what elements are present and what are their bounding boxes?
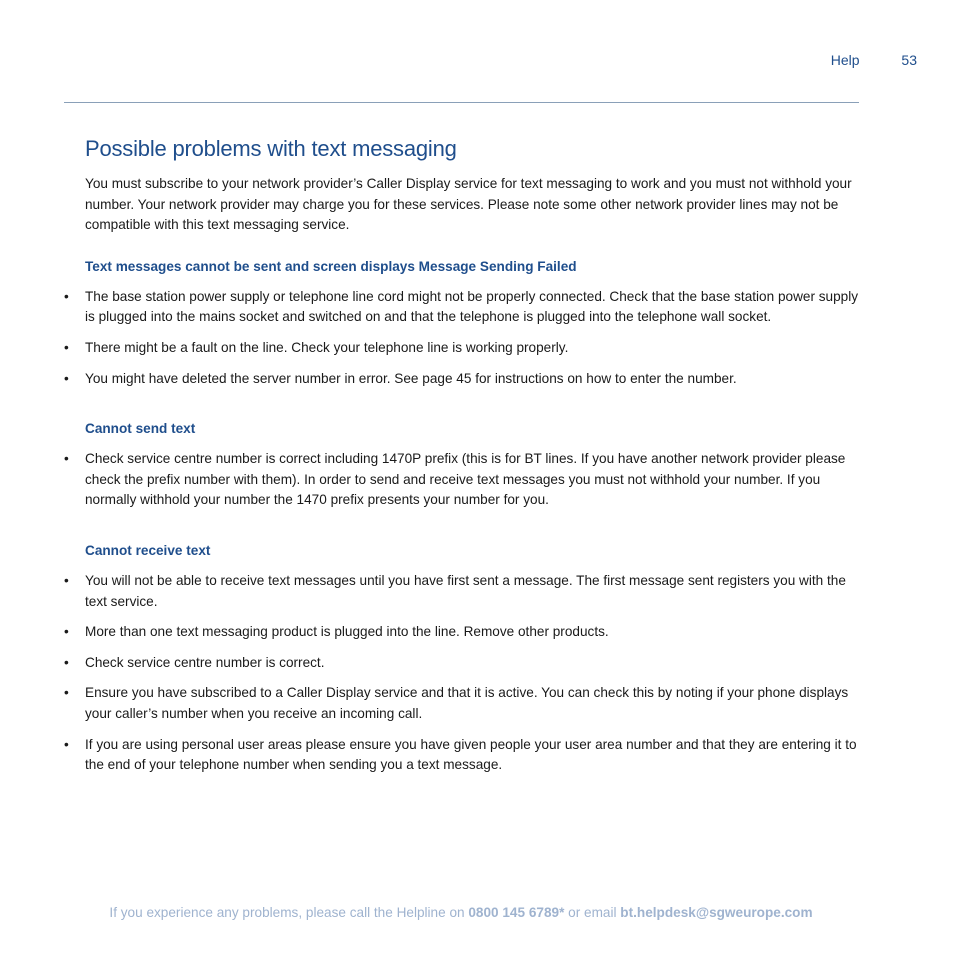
list-item-text: Ensure you have subscribed to a Caller Display service and that it is active. You can check this by noting if your phone displays your caller’s number when you receive an incoming call. — [85, 685, 849, 721]
helpline-phone-number: 0800 145 6789* — [468, 905, 565, 920]
list-item-text: More than one text messaging product is plugged into the line. Remove other products. — [85, 624, 609, 640]
list-item-text: Check service centre number is correct. — [85, 654, 325, 670]
bullet-marker: • — [64, 288, 69, 304]
helpline-footer — [0, 905, 922, 920]
page-content — [64, 136, 860, 786]
list-item-text: You will not be able to receive text messages until you have first sent a message. The first message sent registers you with the text service. — [85, 572, 846, 609]
list-item-text: If you are using personal user areas please ensure you have given people your user area number and that they are entering it to the end of your telephone number when sending you a text message. — [85, 736, 857, 773]
list-item — [64, 683, 860, 724]
list-item — [64, 735, 860, 776]
bullet-list-sending-failed — [64, 287, 860, 389]
list-item — [64, 369, 860, 390]
intro-paragraph: You must subscribe to your network provider’s Caller Display service for text messaging to work and you must not withhold your number. Your network provider may charge you for these services. Please note some other network provider lines may not be compatible with this text messaging service. — [85, 176, 852, 233]
bullet-marker: • — [64, 572, 69, 588]
list-item-text: You might have deleted the server number in error. See page 45 for instructions on how to enter the number. — [85, 370, 737, 386]
running-header — [831, 52, 917, 68]
bullet-marker: • — [64, 624, 69, 640]
list-item — [64, 287, 860, 328]
helpdesk-email: bt.helpdesk@sgweurope.com — [620, 905, 813, 920]
bullet-list-cannot-receive — [64, 571, 860, 776]
bullet-marker: • — [64, 451, 69, 467]
list-item — [64, 338, 860, 359]
section-heading-cannot-send: Cannot send text — [85, 421, 196, 437]
list-item — [64, 653, 860, 674]
bullet-marker: • — [64, 339, 69, 355]
footer-text-before: If you experience any problems, please call the Helpline on — [109, 905, 469, 920]
section-heading-sending-failed: Text messages cannot be sent and screen displays Message Sending Failed — [85, 258, 577, 274]
list-item — [64, 622, 860, 643]
bullet-list-cannot-send — [64, 449, 860, 511]
section-heading-cannot-receive: Cannot receive text — [85, 542, 211, 558]
bullet-marker: • — [64, 736, 69, 752]
list-item-text: The base station power supply or telephone line cord might not be properly connected. Check that the base station power supply is plugged into the mains socket and switched on and that the telephone is plugged into the telephone wall socket. — [85, 288, 859, 325]
page-number: 53 — [901, 52, 917, 68]
list-item — [64, 571, 860, 612]
bullet-marker: • — [64, 685, 69, 701]
header-rule — [64, 102, 859, 103]
footer-text-middle: or email — [564, 905, 621, 920]
bullet-marker: • — [64, 370, 69, 386]
list-item-text: There might be a fault on the line. Check your telephone line is working properly. — [85, 339, 569, 355]
list-item-text: Check service centre number is correct including 1470P prefix (this is for BT lines. If you have another network provider please check the prefix number with them). In order to send and receive text messages you must not withhold your number. If you normally withhold your number the 1470 prefix presents your number for you. — [85, 451, 846, 508]
bullet-marker: • — [64, 654, 69, 670]
page-title: Possible problems with text messaging — [85, 136, 457, 161]
list-item — [64, 449, 860, 511]
header-section-label: Help — [830, 52, 860, 68]
